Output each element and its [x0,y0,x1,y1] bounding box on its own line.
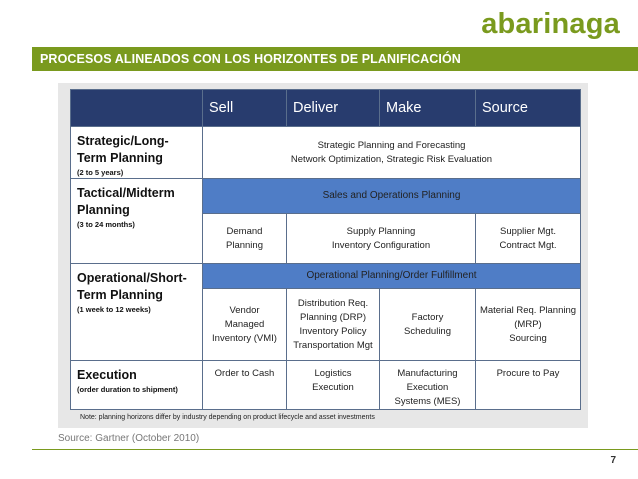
row-operational-band [71,264,581,289]
row-horizon: (1 week to 12 weeks) [77,305,151,314]
cell-text: Sourcing [509,332,547,344]
cell-text: Contract Mgt. [499,239,557,251]
execution-sell-cell [203,361,287,410]
fulfillment-band: Operational Planning/Order Fulfillment [203,264,581,289]
row-horizon: (order duration to shipment) [77,385,178,394]
execution-make-cell [380,361,476,410]
operational-deliver-cell [287,289,380,361]
cell-text: Logistics [314,368,352,379]
cell-text: Inventory Policy [299,325,367,337]
cell-text: Procure to Pay [496,368,560,379]
cell-text: Transportation Mgt [293,339,373,351]
row-title: Tactical/Midterm Planning [77,186,175,217]
cell-text: Material Req. Planning [479,304,577,316]
cell-text: Manufacturing [397,368,458,379]
row-horizon: (2 to 5 years) [77,168,124,177]
row-execution [71,361,581,410]
col-header-deliver: Deliver [287,90,380,127]
slide-title: PROCESOS ALINEADOS CON LOS HORIZONTES DE PLANIFICACIÓN [40,52,461,66]
cell-text: Planning (DRP) [300,311,366,323]
row-label-operational [71,264,203,361]
tactical-source-cell [476,214,581,264]
cell-text: Vendor [229,304,260,316]
cell-text: Factory [411,311,444,323]
cell-text: Inventory Configuration [331,239,431,251]
cell-text: Supplier Mgt. [500,225,556,237]
footer-divider [32,449,638,450]
strategic-span-cell [203,127,581,179]
table-note: Note: planning horizons differ by industry depending on product lifecycle and asset investments [80,414,375,421]
execution-deliver-cell [287,361,380,410]
cell-text: Demand [226,225,263,237]
operational-source-cell [476,289,581,361]
row-tactical-band [71,179,581,214]
cell-text: Planning [226,239,263,251]
tactical-sell-cell [203,214,287,264]
col-header-sell: Sell [203,90,287,127]
cell-text: Execution [312,382,354,393]
brand-logo: abarinaga [481,8,620,40]
row-title: Execution [77,368,137,382]
header-corner [71,90,203,127]
execution-source-cell [476,361,581,410]
row-horizon: (3 to 24 months) [77,220,135,229]
planning-horizons-table [70,89,581,410]
cell-text: Managed [224,318,265,330]
cell-text: Order to Cash [214,368,275,379]
operational-sell-cell [203,289,287,361]
row-title: Strategic/Long-Term Planning [77,134,169,165]
strategic-line-1: Strategic Planning and Forecasting [317,139,466,151]
row-label-tactical [71,179,203,264]
header-row [71,90,581,127]
slide-title-bar [32,47,638,71]
cell-text: Distribution Req. [297,297,369,309]
col-header-make: Make [380,90,476,127]
cell-text: Supply Planning [346,225,416,237]
cell-text: (MRP) [514,318,542,330]
source-caption: Source: Gartner (October 2010) [58,433,200,444]
cell-text: Execution [406,382,449,393]
col-header-source: Source [476,90,581,127]
cell-text: Scheduling [403,325,451,337]
row-title: Operational/Short-Term Planning [77,271,187,302]
tactical-supply-cell [287,214,476,264]
cell-text: Systems (MES) [394,396,461,407]
strategic-line-2: Network Optimization, Strategic Risk Evaluation [290,153,493,165]
operational-make-cell [380,289,476,361]
page-number: 7 [610,455,616,466]
cell-text: Inventory (VMI) [212,332,277,344]
row-label-execution [71,361,203,410]
sop-band: Sales and Operations Planning [203,179,581,214]
row-label-strategic [71,127,203,179]
row-strategic [71,127,581,179]
